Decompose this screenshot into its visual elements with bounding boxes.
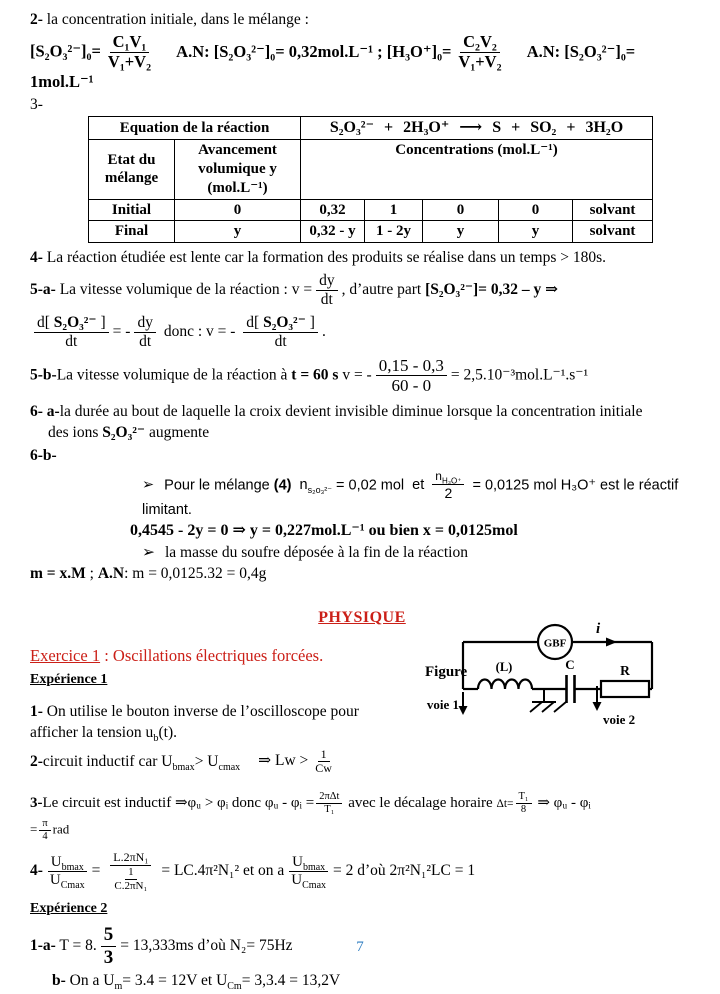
q1b-text: On a U bbox=[65, 971, 115, 989]
q5a-text: La vitesse volumique de la réaction : v = bbox=[55, 281, 313, 299]
fraction-denominator: 4 bbox=[42, 831, 48, 843]
q2-label: 2- bbox=[30, 752, 43, 770]
q6a-text2: des ions bbox=[48, 424, 103, 442]
delta-t-text: Δt= bbox=[496, 798, 514, 811]
fraction-nH3O-2 bbox=[432, 470, 464, 501]
q1a-result: = 13,333ms d’où N₂= 75Hz bbox=[120, 936, 293, 954]
bullet-arrow-icon: ➢ bbox=[142, 477, 155, 494]
q5b-bold: t = 60 s bbox=[291, 366, 339, 384]
capacitor-icon bbox=[567, 675, 575, 703]
chem-derivative-line bbox=[30, 314, 694, 351]
fraction-numerator: 2πΔt bbox=[316, 791, 342, 804]
fraction-rate bbox=[376, 356, 447, 396]
physics-q3-line2 bbox=[30, 818, 694, 843]
fraction-numerator: dy bbox=[134, 314, 156, 333]
ucm-subscript: Cm bbox=[227, 980, 242, 992]
fraction-denominator: V₁+V₂ bbox=[107, 52, 152, 72]
equation-cell: S₂O₃²⁻ + 2H₃O⁺ ⟶ S + SO₂ + 3H₂O bbox=[301, 117, 653, 140]
chem-concentration-formula bbox=[30, 33, 694, 93]
q2-mid: > U bbox=[194, 752, 219, 770]
q3-label: 3- bbox=[30, 795, 43, 812]
chem-species: S₂O₃²⁻ bbox=[263, 314, 306, 332]
q5b-text: La vitesse volumique de la réaction à bbox=[56, 366, 292, 384]
fraction-denominator: 8 bbox=[520, 804, 527, 816]
fraction-pi-4 bbox=[39, 818, 50, 843]
voie1-arrowhead-icon bbox=[459, 706, 468, 715]
fraction-numerator: L.2πN₁ bbox=[110, 851, 151, 866]
table-row-final bbox=[89, 221, 653, 243]
q4-text: La réaction étudiée est lente car la formation des produits se réalise dans un temps > 180s. bbox=[42, 249, 607, 267]
separator: ; bbox=[85, 565, 98, 583]
q3-post: ⇒ φᵤ - φᵢ bbox=[533, 795, 591, 812]
subscript: bmax bbox=[61, 862, 84, 874]
ub-subscript: b bbox=[153, 733, 159, 745]
q2-text: circuit inductif car U bbox=[42, 752, 173, 770]
q5b-veq: v = - bbox=[338, 366, 372, 384]
gbf-label: GBF bbox=[543, 637, 567, 650]
cell: Final bbox=[89, 221, 175, 243]
fraction-denominator: 60 - 0 bbox=[391, 376, 432, 396]
fraction-denominator bbox=[104, 866, 157, 892]
q5a-label: 5-a- bbox=[30, 281, 56, 299]
bullet-arrow-icon: ➢ bbox=[142, 543, 155, 561]
chem-q4-line bbox=[30, 248, 694, 267]
physics-q4-line bbox=[30, 851, 694, 892]
experience-2-title: Expérience 2 bbox=[30, 901, 108, 917]
fraction-denominator: 2 bbox=[444, 484, 453, 501]
donc-text: donc : v = - bbox=[159, 322, 240, 340]
fraction-denominator bbox=[288, 872, 329, 892]
q1b-label: b- bbox=[52, 971, 66, 989]
table-row bbox=[89, 140, 653, 199]
cell: 0 bbox=[423, 199, 499, 221]
fraction-inner bbox=[111, 866, 150, 892]
ubmax-subscript: bmax bbox=[172, 761, 195, 773]
q1-label: 1- bbox=[30, 702, 43, 720]
fraction-numerator: C₁V₁ bbox=[110, 33, 150, 53]
fraction-numerator bbox=[34, 314, 109, 333]
q3-mid: avec le décalage horaire bbox=[344, 795, 497, 812]
chem-q6a-line2 bbox=[48, 423, 694, 442]
period: . bbox=[321, 322, 326, 340]
q5b-label: 5-b- bbox=[30, 366, 57, 384]
fraction-denominator: V₁+V₂ bbox=[458, 52, 502, 72]
chem-species: S₂O₃²⁻ bbox=[53, 314, 97, 332]
text: d[ bbox=[37, 314, 54, 332]
q6a-text: la durée au bout de laquelle la croix devient invisible diminue lorsque la concentration initiale bbox=[59, 402, 643, 420]
bullet1-post: = 0,0125 mol H₃O⁺ est le réactif limitant. bbox=[142, 477, 679, 518]
text: ] bbox=[96, 314, 106, 332]
fraction-denominator: T₁ bbox=[324, 804, 335, 816]
fraction-dS2O3-dt bbox=[243, 314, 318, 351]
s2o3-lhs: [S₂O₃²⁻]₀= bbox=[30, 41, 101, 61]
cell: solvant bbox=[573, 199, 653, 221]
cell: 1 - 2y bbox=[365, 221, 423, 243]
rad-unit: rad bbox=[52, 821, 70, 837]
fraction-denominator: 3 bbox=[103, 946, 114, 968]
an1-text: A.N: [S₂O₃²⁻]₀= 0,32mol.L⁻¹ ; [H₃O⁺]₀= bbox=[176, 41, 452, 61]
cell: 0,32 - y bbox=[301, 221, 365, 243]
fraction-numerator: 1 bbox=[125, 866, 137, 880]
resistor-label: R bbox=[620, 663, 630, 678]
table-row-initial bbox=[89, 199, 653, 221]
ucmax-subscript: cmax bbox=[218, 761, 241, 773]
q4-mid: = LC.4π²N₁² et on a bbox=[161, 862, 285, 880]
circuit-figure bbox=[420, 612, 715, 767]
concentrations-header-cell: Concentrations (mol.L⁻¹) bbox=[301, 140, 653, 199]
fraction-numerator: T₁ bbox=[516, 791, 532, 804]
chem-q5a-line bbox=[30, 272, 694, 309]
state-header-cell: Etat du mélange bbox=[89, 140, 175, 199]
q5a-bold: [S₂O₃²⁻]= 0,32 – y ⇒ bbox=[425, 281, 559, 299]
fraction-Ubmax-UCmax bbox=[47, 854, 88, 890]
resistor-icon bbox=[601, 681, 649, 697]
experience-1-title: Expérience 1 bbox=[30, 672, 108, 688]
mass-value: : m = 0,0125.32 = 0,4g bbox=[124, 565, 267, 583]
reaction-table bbox=[88, 116, 653, 243]
mass-line bbox=[30, 564, 694, 583]
equals: = bbox=[91, 862, 101, 880]
fraction-1-Cw bbox=[312, 748, 335, 777]
fraction-numerator bbox=[48, 854, 87, 872]
voie1-label: voie 1 bbox=[426, 697, 459, 712]
fraction-nested bbox=[104, 851, 157, 892]
avancement-header-cell: Avancement volumique y (mol.L⁻¹) bbox=[175, 140, 301, 199]
n-subscript: s₂o₃²⁻ bbox=[307, 485, 333, 496]
cell: y bbox=[423, 221, 499, 243]
subscript: H₃O⁺ bbox=[441, 476, 462, 486]
fraction-numerator: 1 bbox=[318, 748, 330, 763]
cell: 0 bbox=[175, 199, 301, 221]
physics-exp2-q1b-line bbox=[52, 971, 694, 990]
text: d[ bbox=[246, 314, 264, 332]
fraction-numerator: π bbox=[39, 818, 50, 831]
q1-text3: (t). bbox=[158, 724, 178, 742]
fraction-denominator: C.2πN₁ bbox=[114, 879, 148, 892]
q6a-label: 6- a- bbox=[30, 402, 60, 420]
q1a-label: 1-a- bbox=[30, 936, 56, 954]
exercice-1-subject: : Oscillations électriques forcées. bbox=[100, 645, 324, 665]
n-symbol: n bbox=[299, 477, 308, 494]
fraction-numerator: 5 bbox=[101, 924, 117, 947]
voie2-label: voie 2 bbox=[603, 712, 636, 727]
q3-text: Le circuit est inductif ⇒φᵤ > φᵢ donc φᵤ - φᵢ = bbox=[42, 795, 315, 812]
fraction-numerator bbox=[243, 314, 318, 333]
fraction-2piDt-T1 bbox=[316, 791, 342, 816]
q1-text2: afficher la tension u bbox=[30, 724, 154, 742]
fraction-denominator: Cw bbox=[315, 761, 332, 776]
cell: 1 bbox=[365, 199, 423, 221]
current-label: i bbox=[596, 621, 601, 637]
voie2-arrowhead-icon bbox=[593, 702, 602, 711]
chem-q3-label: 3- bbox=[30, 95, 43, 113]
bullet1-pre: Pour le mélange bbox=[164, 477, 274, 494]
text: U bbox=[49, 872, 61, 889]
fraction-dy-dt bbox=[316, 272, 338, 309]
equation-header-cell: Equation de la réaction bbox=[89, 117, 301, 140]
table-row bbox=[89, 117, 653, 140]
q1b-result: = 3,3.4 = 13,2V bbox=[241, 971, 341, 989]
q1-text: On utilise le bouton inverse de l’oscilloscope pour bbox=[42, 702, 359, 720]
fraction-dS2O3-dt bbox=[34, 314, 109, 351]
bullet1-bold: (4) bbox=[273, 477, 292, 494]
cell: 0,32 bbox=[301, 199, 365, 221]
q1b-mid: = 3.4 = 12V et U bbox=[122, 971, 228, 989]
bullet-melange-4 bbox=[142, 470, 694, 519]
um-subscript: m bbox=[114, 980, 123, 992]
cell: y bbox=[175, 221, 301, 243]
fraction-numerator: 0,15 - 0,3 bbox=[376, 356, 447, 377]
q2-label: 2- bbox=[30, 11, 43, 28]
inductor-coil-icon bbox=[478, 680, 532, 690]
fraction-denominator bbox=[47, 872, 88, 892]
cell: y bbox=[499, 221, 573, 243]
bullet2-text: la masse du soufre déposée à la fin de la réaction bbox=[165, 543, 468, 561]
fraction-numerator: dy bbox=[316, 272, 338, 291]
cell: Initial bbox=[89, 199, 175, 221]
text: U bbox=[291, 872, 303, 889]
fraction-denominator: dt bbox=[139, 332, 152, 350]
fraction-denominator: dt bbox=[65, 332, 78, 350]
bullet-masse-soufre bbox=[142, 543, 694, 562]
text: U bbox=[50, 854, 62, 871]
fraction-c1v1 bbox=[105, 33, 154, 72]
fraction-numerator: C₂V₂ bbox=[460, 33, 500, 53]
fraction-numerator bbox=[289, 854, 328, 872]
fraction-denominator: dt bbox=[274, 332, 287, 350]
q1a-text: T = 8. bbox=[55, 936, 97, 954]
fraction-denominator: dt bbox=[320, 291, 333, 309]
subscript: Cmax bbox=[60, 880, 85, 892]
q4-label: 4- bbox=[30, 249, 43, 267]
figure-label: Figure bbox=[425, 664, 468, 680]
ion-s2o3: S₂O₃²⁻ bbox=[102, 424, 146, 442]
current-arrow-icon bbox=[606, 638, 617, 647]
subscript: Cmax bbox=[302, 880, 327, 892]
ground-hatch-icon bbox=[530, 702, 566, 712]
fraction-c2v2 bbox=[455, 33, 504, 72]
q2-text: la concentration initiale, dans le mélange : bbox=[42, 11, 309, 28]
ground-icon bbox=[532, 689, 556, 702]
text: U bbox=[292, 854, 303, 871]
result-line: 0,4545 - 2y = 0 ⇒ y = 0,227mol.L⁻¹ ou bien x = 0,0125mol bbox=[130, 521, 518, 539]
physics-q3-line bbox=[30, 791, 694, 816]
chem-q5b-line bbox=[30, 356, 694, 396]
q5b-result: = 2,5.10⁻³mol.L⁻¹.s⁻¹ bbox=[450, 366, 589, 384]
mass-formula: m = x.M bbox=[30, 565, 86, 583]
text: ] bbox=[305, 314, 315, 332]
q2-implication: ⇒ Lw > bbox=[258, 752, 309, 770]
q6a-text3: augmente bbox=[145, 424, 210, 442]
chem-q6a-line1 bbox=[30, 402, 694, 421]
q4-conclusion: = 2 d’où 2π²N₁²LC = 1 bbox=[333, 862, 476, 880]
et-text: et bbox=[412, 477, 425, 494]
fraction-numerator bbox=[432, 470, 464, 485]
an2-text: A.N: [S₂O₃²⁻]₀= 1mol.L⁻¹ bbox=[30, 41, 636, 92]
equals: = bbox=[30, 821, 38, 837]
page-number: 7 bbox=[356, 939, 364, 955]
text: n bbox=[435, 468, 442, 483]
coil-label: (L) bbox=[495, 660, 513, 674]
n-value: = 0,02 mol bbox=[332, 477, 405, 494]
exercice-1-label: Exercice 1 bbox=[30, 645, 101, 665]
capacitor-label: C bbox=[565, 657, 575, 672]
q5a-mid: , d’autre part bbox=[341, 281, 426, 299]
cell: 0 bbox=[499, 199, 573, 221]
equals: = - bbox=[112, 322, 131, 340]
fraction-Ubmax-UCmax bbox=[288, 854, 329, 890]
q4-label: 4- bbox=[30, 862, 43, 880]
fraction-dy-dt bbox=[134, 314, 156, 351]
chem-q2-line bbox=[30, 10, 694, 29]
chem-q6b-label: 6-b- bbox=[30, 446, 57, 464]
fraction-T1-8 bbox=[516, 791, 532, 816]
subscript: bmax bbox=[302, 862, 326, 874]
cell: solvant bbox=[573, 221, 653, 243]
an-label: A.N bbox=[97, 565, 125, 583]
physique-section-title: PHYSIQUE bbox=[318, 608, 406, 626]
